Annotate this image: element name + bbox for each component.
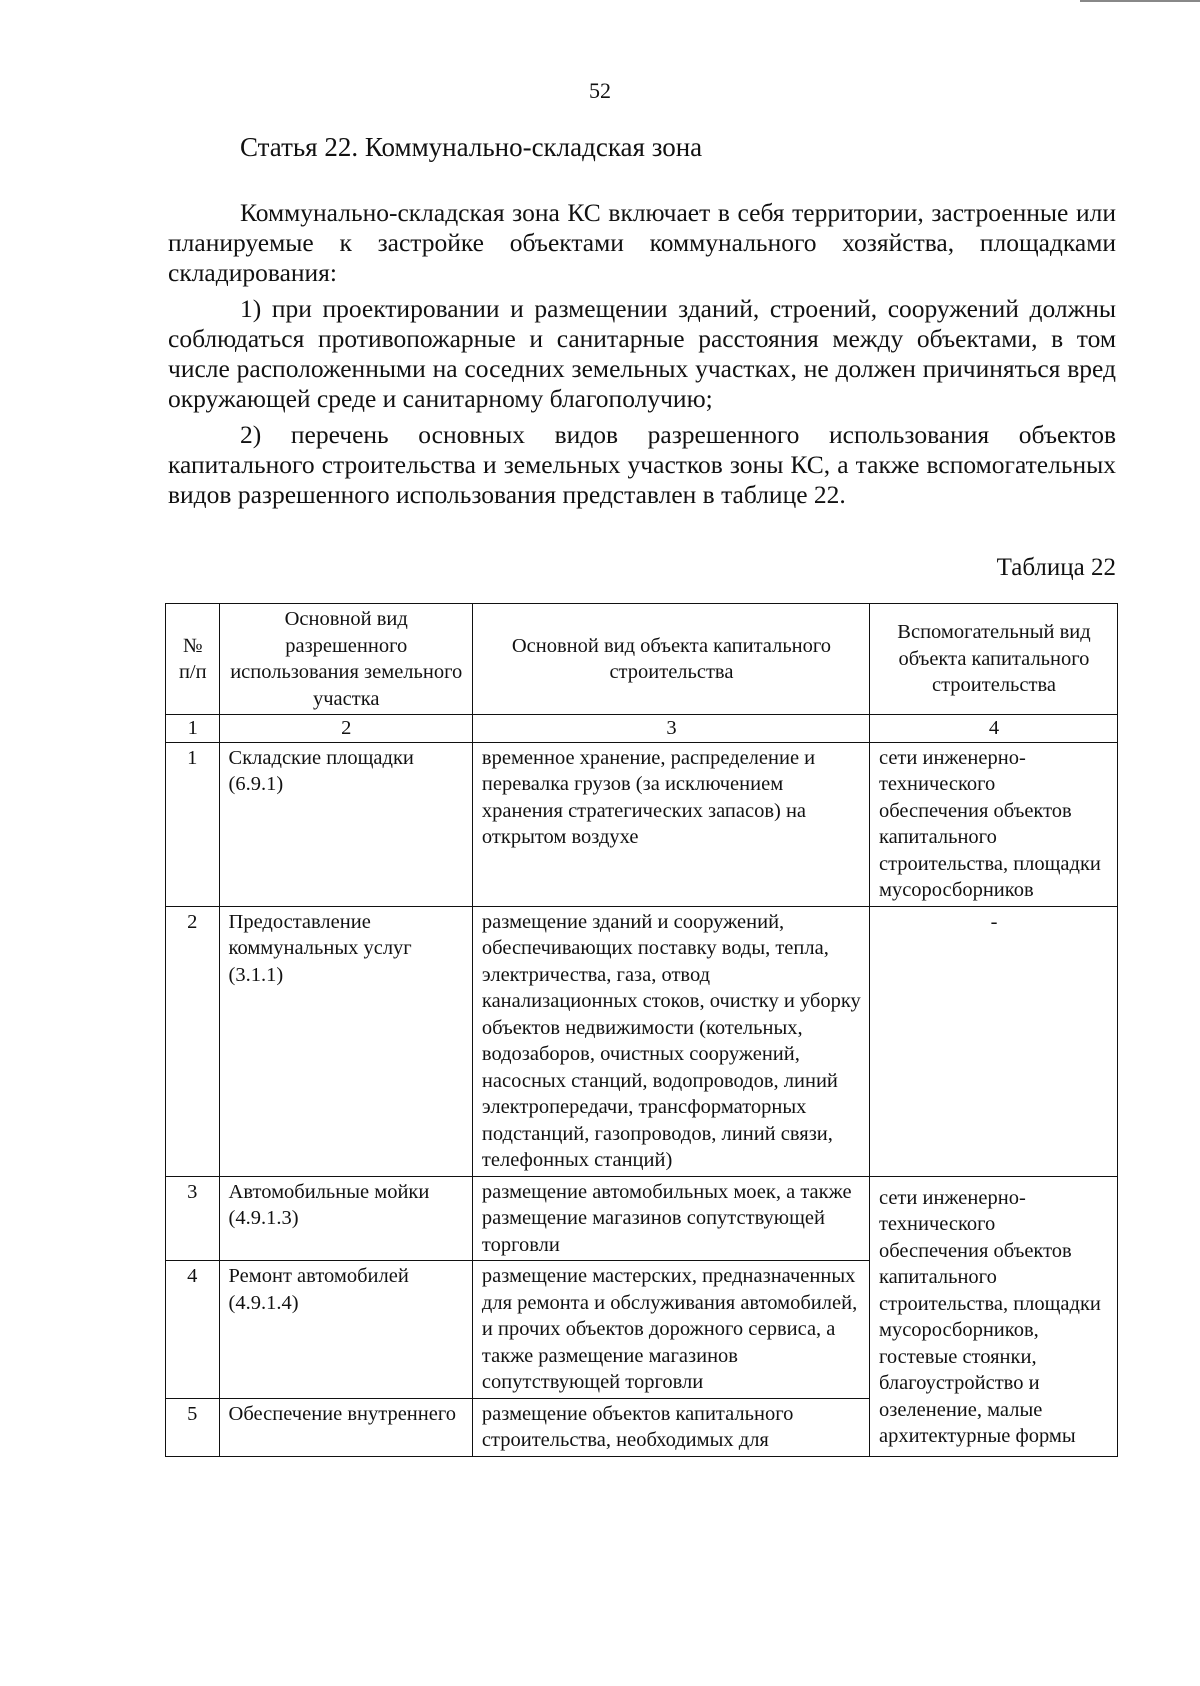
- list-item-2-paragraph: 2) перечень основных видов разрешенного использования объектов капитального строительства и земельных участков зоны КС, а также вспомогательных видов разрешенного использования представлен в таблице 22.: [168, 420, 1116, 509]
- article-heading: Статья 22. Коммунально-складская зона: [240, 132, 703, 162]
- capital-object-cell: временное хранение, распределение и перевалка грузов (за исключением хранения стратегических запасов) на открытом воздухе: [472, 742, 869, 906]
- land-use-cell: Автомобильные мойки (4.9.1.3): [219, 1176, 472, 1261]
- table-row: [166, 906, 1118, 1176]
- index-cell: 4: [869, 715, 1117, 743]
- capital-object-cell: размещение автомобильных моек, а также размещение магазинов сопутствующей торговли: [472, 1176, 869, 1261]
- header-number: № п/п: [166, 604, 220, 715]
- auxiliary-cell: -: [869, 906, 1117, 1176]
- row-number: 2: [166, 906, 220, 1176]
- zoning-table: [165, 603, 1118, 1457]
- header-capital-object: Основной вид объекта капитального строительства: [472, 604, 869, 715]
- land-use-cell: Складские площадки (6.9.1): [219, 742, 472, 906]
- row-number: 5: [166, 1398, 220, 1456]
- index-cell: 3: [472, 715, 869, 743]
- capital-object-cell: размещение мастерских, предназначенных для ремонта и обслуживания автомобилей, и прочих объектов дорожного сервиса, а также размещение магазинов сопутствующей торговли: [472, 1261, 869, 1399]
- table-index-row: [166, 715, 1118, 743]
- land-use-cell: Предоставление коммунальных услуг (3.1.1): [219, 906, 472, 1176]
- list-item-1-paragraph: 1) при проектировании и размещении зданий, строений, сооружений должны соблюдаться противопожарные и санитарные расстояния между объектами, в том числе расположенными на соседних земельных участках, не должен причиняться вред окружающей среде и санитарному благополучию;: [168, 294, 1116, 413]
- land-use-cell: Ремонт автомобилей (4.9.1.4): [219, 1261, 472, 1399]
- table-row: [166, 1176, 1118, 1261]
- index-cell: 1: [166, 715, 220, 743]
- table-row: [166, 742, 1118, 906]
- row-number: 4: [166, 1261, 220, 1399]
- top-edge-line: [1080, 0, 1200, 2]
- row-number: 1: [166, 742, 220, 906]
- page-number: 52: [589, 78, 611, 103]
- intro-paragraph: Коммунально-складская зона КС включает в себя территории, застроенные или планируемые к застройке объектами коммунального хозяйства, площадками складирования:: [168, 198, 1116, 287]
- header-land-use: Основной вид разрешенного использования земельного участка: [219, 604, 472, 715]
- table-header-row: [166, 604, 1118, 715]
- auxiliary-cell: сети инженерно-технического обеспечения объектов капитального строительства, площадки мусоросборников: [869, 742, 1117, 906]
- header-auxiliary: Вспомогательный вид объекта капитального строительства: [869, 604, 1117, 715]
- capital-object-cell: размещение зданий и сооружений, обеспечивающих поставку воды, тепла, электричества, газа, отвод канализационных стоков, очистку и уборку объектов недвижимости (котельных, водозаборов, очистных сооружений, насосных станций, водопроводов, линий электропередачи, трансформаторных подстанций, газопроводов, линий связи, телефонных станций): [472, 906, 869, 1176]
- auxiliary-merged-cell: сети инженерно-технического обеспечения объектов капитального строительства, площадки мусоросборников, гостевые стоянки, благоустройство и озеленение, малые архитектурные формы: [869, 1176, 1117, 1456]
- table-caption: Таблица 22: [996, 554, 1116, 581]
- capital-object-cell: размещение объектов капитального строительства, необходимых для: [472, 1398, 869, 1456]
- land-use-cell: Обеспечение внутреннего: [219, 1398, 472, 1456]
- row-number: 3: [166, 1176, 220, 1261]
- index-cell: 2: [219, 715, 472, 743]
